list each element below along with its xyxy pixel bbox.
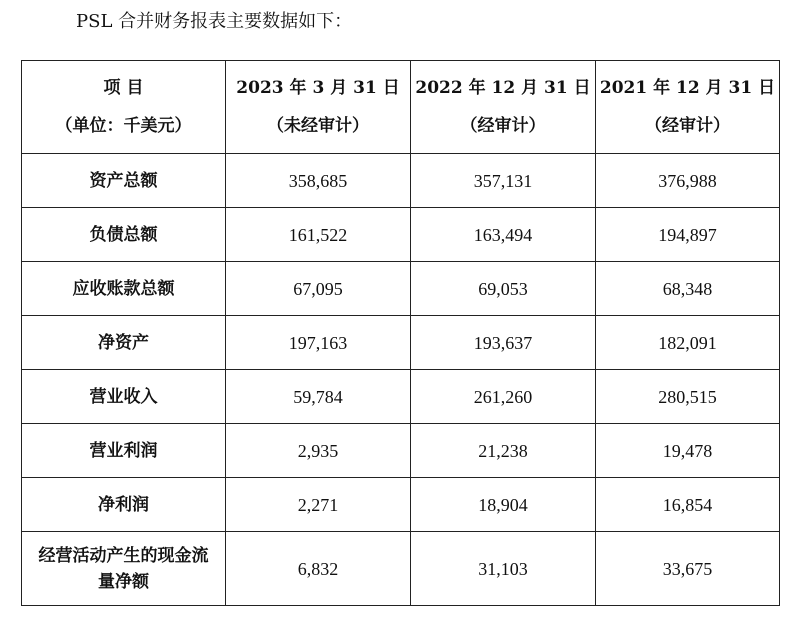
cell-2022-12-31: 21,238 [411,424,596,478]
header-audit-status: （经审计） [645,116,730,136]
cell-2022-12-31: 163,494 [411,208,596,262]
cell-2023-03-31: 2,271 [226,478,411,532]
cell-2023-03-31: 161,522 [226,208,411,262]
header-audit-status: （经审计） [460,116,546,136]
intro-text: PSL 合并财务报表主要数据如下： [76,11,353,32]
header-audit-status: （未经审计） [267,116,369,136]
table-row-net-profit [22,478,780,532]
table-row-operating-revenue [22,370,780,424]
cell-2023-03-31: 2,935 [226,424,411,478]
row-label: 负债总额 [22,208,226,262]
row-label: 净资产 [22,316,226,370]
cell-2021-12-31: 19,478 [596,424,780,478]
row-label [22,532,226,606]
financial-data-table [21,60,780,606]
cell-2022-12-31: 31,103 [411,532,596,606]
header-col-2021-12-31 [596,61,780,154]
cell-2023-03-31: 59,784 [226,370,411,424]
header-col-2023-03-31 [226,61,411,154]
cell-2023-03-31: 358,685 [226,154,411,208]
table-row-total-receivables [22,262,780,316]
table-row-total-assets [22,154,780,208]
cell-2022-12-31: 357,131 [411,154,596,208]
header-item-title: 项 目 [103,78,144,98]
cell-2023-03-31: 67,095 [226,262,411,316]
row-label: 应收账款总额 [22,262,226,316]
cell-2021-12-31: 16,854 [596,478,780,532]
cell-2022-12-31: 193,637 [411,316,596,370]
header-date: 2023 年 3 月 31 日 [236,78,400,98]
table-row-net-assets [22,316,780,370]
cell-2021-12-31: 68,348 [596,262,780,316]
header-unit: （单位：千美元） [55,116,192,136]
cell-2022-12-31: 18,904 [411,478,596,532]
row-label-line: 量净额 [98,571,149,592]
header-item-cell [22,61,226,154]
table-row-operating-profit [22,424,780,478]
row-label: 资产总额 [22,154,226,208]
header-date: 2022 年 12 月 31 日 [415,78,591,98]
table-header-row [22,61,780,154]
cell-2022-12-31: 69,053 [411,262,596,316]
cell-2023-03-31: 6,832 [226,532,411,606]
table-row-total-liabilities [22,208,780,262]
cell-2023-03-31: 197,163 [226,316,411,370]
row-label-line: 经营活动产生的现金流 [38,545,209,566]
header-date: 2021 年 12 月 31 日 [599,78,776,98]
row-label: 营业收入 [22,370,226,424]
cell-2021-12-31: 280,515 [596,370,780,424]
cell-2021-12-31: 376,988 [596,154,780,208]
cell-2021-12-31: 33,675 [596,532,780,606]
header-col-2022-12-31 [411,61,596,154]
row-label: 净利润 [22,478,226,532]
table-row-operating-cash-flow [22,532,780,606]
cell-2021-12-31: 182,091 [596,316,780,370]
cell-2021-12-31: 194,897 [596,208,780,262]
row-label: 营业利润 [22,424,226,478]
cell-2022-12-31: 261,260 [411,370,596,424]
